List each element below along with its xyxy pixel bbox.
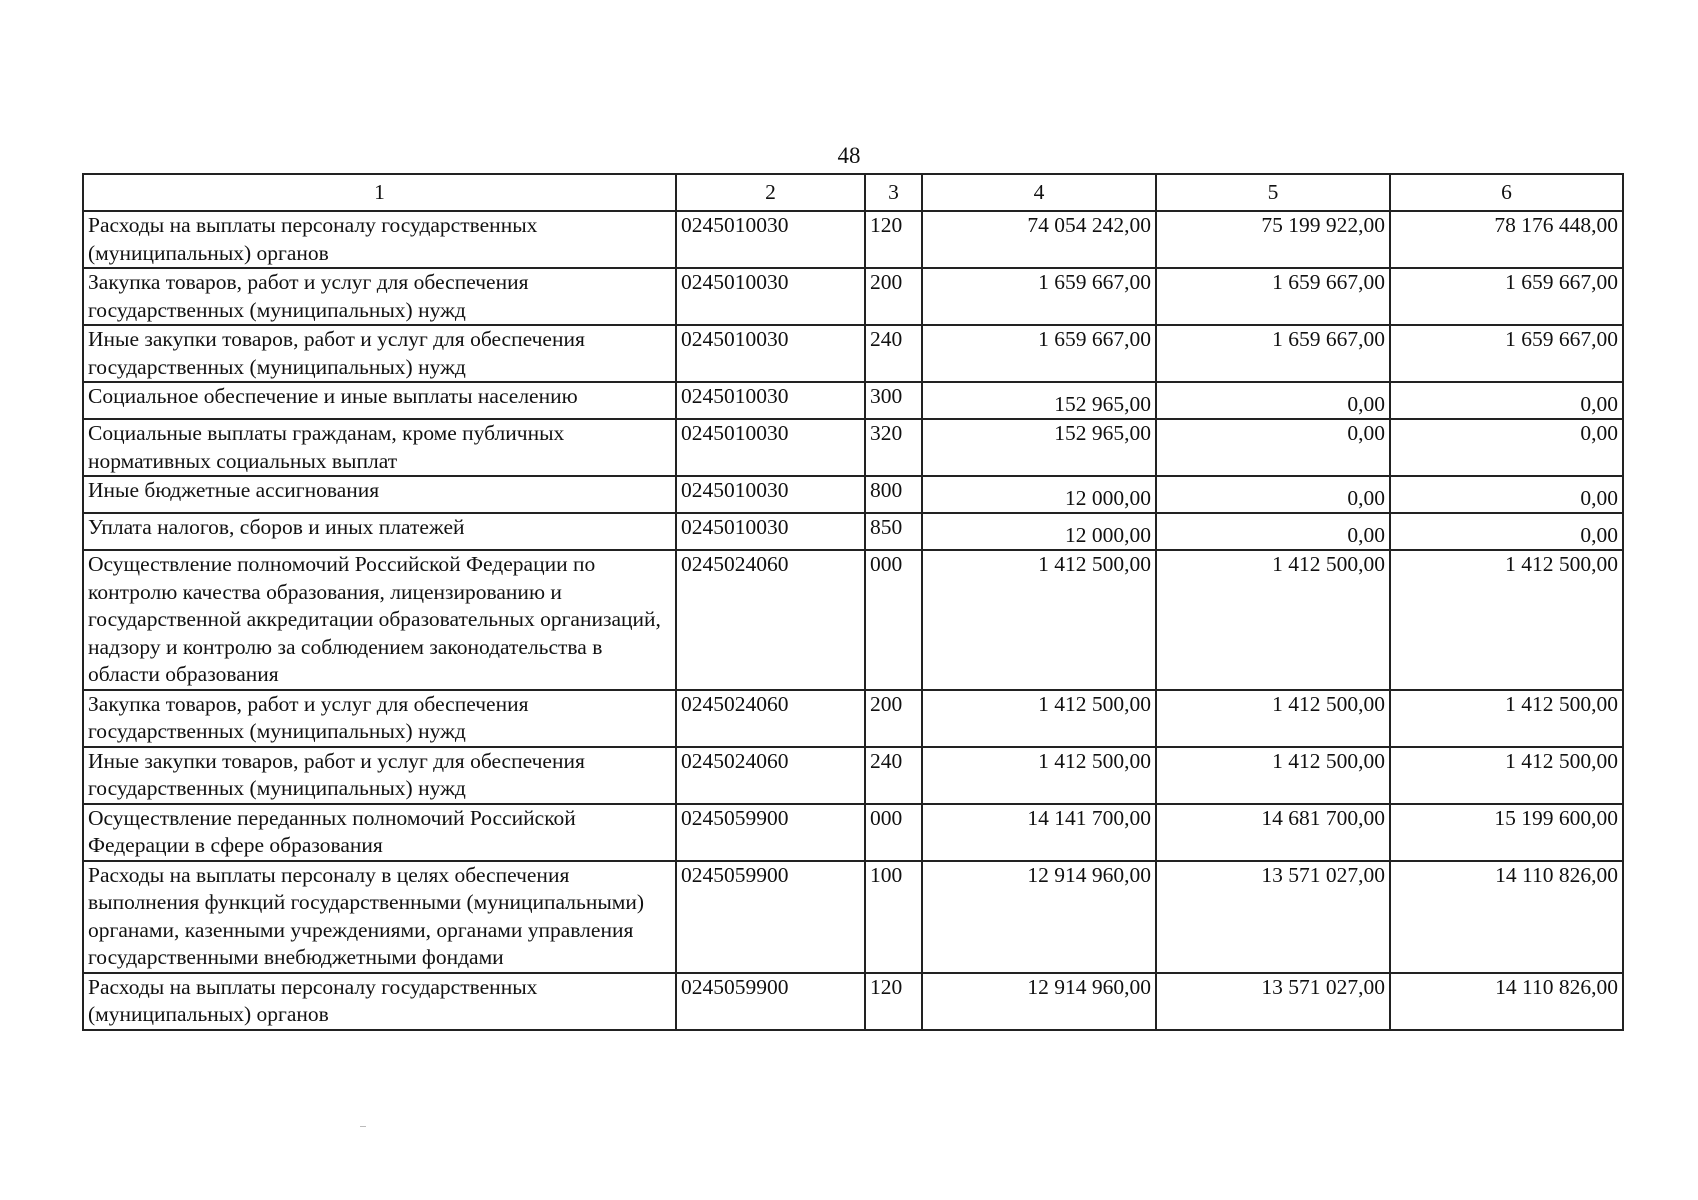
expense-name: Расходы на выплаты персоналу в целях обеспечения выполнения функций государственными (муниципальными) органами, казенными учреждениями, органами управления государственными внебюджетными фондами — [83, 861, 676, 973]
amount-col-5: 13 571 027,00 — [1156, 861, 1390, 973]
amount-col-6: 1 659 667,00 — [1390, 325, 1623, 382]
table-row — [83, 476, 1623, 513]
target-code: 0245059900 — [676, 861, 865, 973]
expense-type-code: 320 — [865, 419, 922, 476]
amount-col-4: 1 412 500,00 — [922, 690, 1156, 747]
header-col-1: 1 — [83, 174, 676, 211]
expense-type-code: 120 — [865, 211, 922, 268]
page-number: 48 — [837, 143, 861, 168]
amount-col-6: 78 176 448,00 — [1390, 211, 1623, 268]
target-code: 0245059900 — [676, 973, 865, 1030]
table-row — [83, 513, 1623, 550]
expense-type-code: 300 — [865, 382, 922, 419]
expense-type-code: 200 — [865, 690, 922, 747]
expense-name: Осуществление полномочий Российской Федерации по контролю качества образования, лицензированию и государственной аккредитации образовательных организаций, надзору и контролю за соблюдением законодательства в области образования — [83, 550, 676, 690]
expense-name: Иные закупки товаров, работ и услуг для обеспечения государственных (муниципальных) нужд — [83, 325, 676, 382]
target-code: 0245059900 — [676, 804, 865, 861]
expense-name: Уплата налогов, сборов и иных платежей — [83, 513, 676, 550]
amount-col-4: 12 000,00 — [922, 476, 1156, 513]
amount-col-5: 0,00 — [1156, 382, 1390, 419]
amount-col-5: 1 412 500,00 — [1156, 747, 1390, 804]
amount-col-6: 0,00 — [1390, 476, 1623, 513]
table-row — [83, 861, 1623, 973]
target-code: 0245010030 — [676, 382, 865, 419]
expense-type-code: 200 — [865, 268, 922, 325]
table-row — [83, 419, 1623, 476]
amount-col-4: 1 659 667,00 — [922, 325, 1156, 382]
amount-col-5: 75 199 922,00 — [1156, 211, 1390, 268]
amount-col-4: 12 914 960,00 — [922, 861, 1156, 973]
amount-col-4: 1 659 667,00 — [922, 268, 1156, 325]
expense-type-code: 240 — [865, 325, 922, 382]
expense-name: Иные бюджетные ассигнования — [83, 476, 676, 513]
target-code: 0245024060 — [676, 690, 865, 747]
amount-col-6: 0,00 — [1390, 382, 1623, 419]
expense-type-code: 800 — [865, 476, 922, 513]
target-code: 0245010030 — [676, 513, 865, 550]
amount-col-6: 0,00 — [1390, 513, 1623, 550]
table-row — [83, 550, 1623, 690]
amount-col-4: 12 000,00 — [922, 513, 1156, 550]
amount-col-4: 152 965,00 — [922, 419, 1156, 476]
amount-col-6: 14 110 826,00 — [1390, 861, 1623, 973]
amount-col-5: 0,00 — [1156, 513, 1390, 550]
amount-col-6: 1 412 500,00 — [1390, 550, 1623, 690]
budget-table — [82, 173, 1624, 1031]
table-row — [83, 690, 1623, 747]
table-row — [83, 804, 1623, 861]
amount-col-5: 0,00 — [1156, 419, 1390, 476]
expense-type-code: 100 — [865, 861, 922, 973]
table-row — [83, 747, 1623, 804]
expense-name: Расходы на выплаты персоналу государственных (муниципальных) органов — [83, 211, 676, 268]
expense-type-code: 850 — [865, 513, 922, 550]
target-code: 0245024060 — [676, 550, 865, 690]
amount-col-6: 1 412 500,00 — [1390, 747, 1623, 804]
amount-col-4: 12 914 960,00 — [922, 973, 1156, 1030]
expense-name: Закупка товаров, работ и услуг для обеспечения государственных (муниципальных) нужд — [83, 268, 676, 325]
amount-col-4: 14 141 700,00 — [922, 804, 1156, 861]
expense-name: Осуществление переданных полномочий Российской Федерации в сфере образования — [83, 804, 676, 861]
header-col-4: 4 — [922, 174, 1156, 211]
header-col-5: 5 — [1156, 174, 1390, 211]
amount-col-5: 1 412 500,00 — [1156, 550, 1390, 690]
amount-col-6: 0,00 — [1390, 419, 1623, 476]
table-row — [83, 268, 1623, 325]
header-col-2: 2 — [676, 174, 865, 211]
amount-col-6: 1 659 667,00 — [1390, 268, 1623, 325]
amount-col-6: 15 199 600,00 — [1390, 804, 1623, 861]
expense-type-code: 000 — [865, 550, 922, 690]
amount-col-6: 1 412 500,00 — [1390, 690, 1623, 747]
target-code: 0245024060 — [676, 747, 865, 804]
amount-col-5: 1 659 667,00 — [1156, 325, 1390, 382]
table-row — [83, 382, 1623, 419]
header-col-3: 3 — [865, 174, 922, 211]
amount-col-4: 1 412 500,00 — [922, 747, 1156, 804]
amount-col-5: 13 571 027,00 — [1156, 973, 1390, 1030]
amount-col-5: 1 659 667,00 — [1156, 268, 1390, 325]
amount-col-5: 1 412 500,00 — [1156, 690, 1390, 747]
table-body — [83, 211, 1623, 1030]
amount-col-6: 14 110 826,00 — [1390, 973, 1623, 1030]
amount-col-4: 1 412 500,00 — [922, 550, 1156, 690]
amount-col-4: 152 965,00 — [922, 382, 1156, 419]
target-code: 0245010030 — [676, 268, 865, 325]
header-row — [83, 174, 1623, 211]
expense-name: Расходы на выплаты персоналу государственных (муниципальных) органов — [83, 973, 676, 1030]
scan-artifact — [360, 1126, 366, 1127]
table-row — [83, 973, 1623, 1030]
target-code: 0245010030 — [676, 419, 865, 476]
expense-type-code: 240 — [865, 747, 922, 804]
amount-col-5: 14 681 700,00 — [1156, 804, 1390, 861]
expense-type-code: 120 — [865, 973, 922, 1030]
target-code: 0245010030 — [676, 211, 865, 268]
expense-name: Закупка товаров, работ и услуг для обеспечения государственных (муниципальных) нужд — [83, 690, 676, 747]
target-code: 0245010030 — [676, 476, 865, 513]
table-row — [83, 325, 1623, 382]
header-col-6: 6 — [1390, 174, 1623, 211]
amount-col-4: 74 054 242,00 — [922, 211, 1156, 268]
target-code: 0245010030 — [676, 325, 865, 382]
table-row — [83, 211, 1623, 268]
expense-type-code: 000 — [865, 804, 922, 861]
table-header — [83, 174, 1623, 211]
expense-name: Иные закупки товаров, работ и услуг для обеспечения государственных (муниципальных) нужд — [83, 747, 676, 804]
expense-name: Социальные выплаты гражданам, кроме публичных нормативных социальных выплат — [83, 419, 676, 476]
expense-name: Социальное обеспечение и иные выплаты населению — [83, 382, 676, 419]
amount-col-5: 0,00 — [1156, 476, 1390, 513]
